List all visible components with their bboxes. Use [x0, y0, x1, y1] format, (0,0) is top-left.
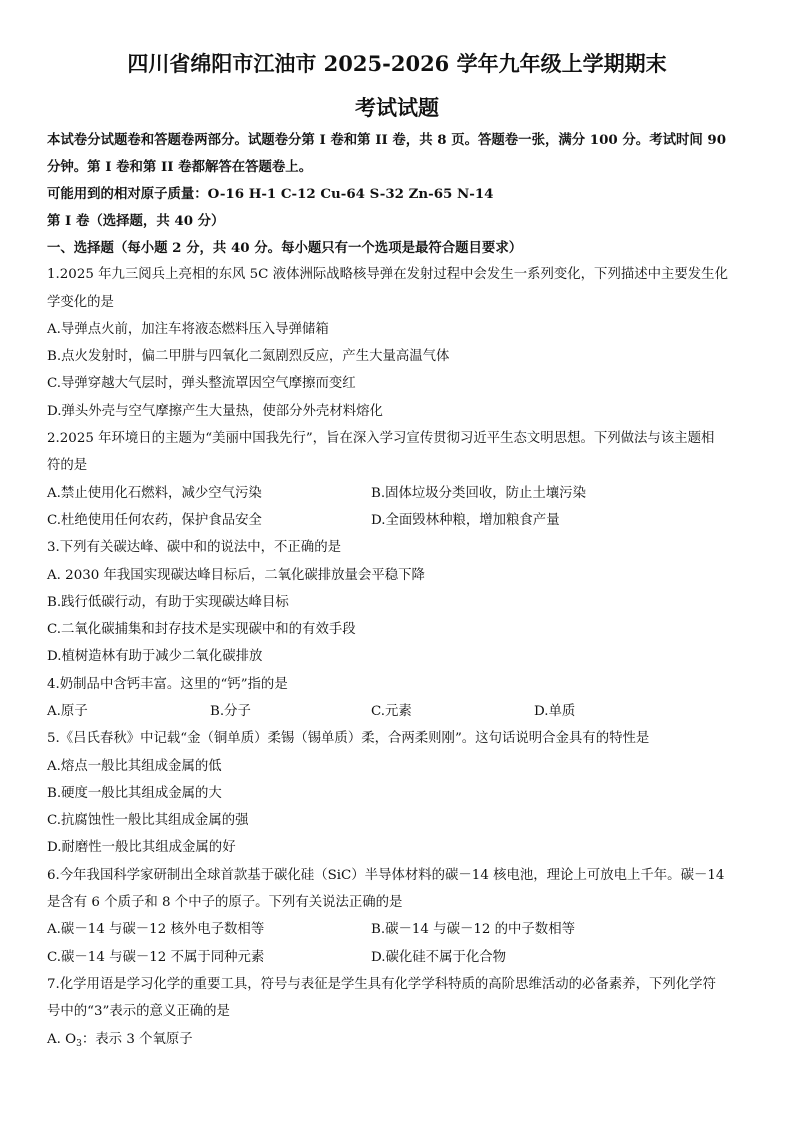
q5-option-d: D.耐磨性一般比其组成金属的好 [47, 840, 236, 855]
q1-stem-line2: 学变化的是 [47, 295, 114, 310]
q4-stem: 4.奶制品中含钙丰富。这里的“钙”指的是 [47, 677, 288, 692]
q5-option-a: A.熔点一般比其组成金属的低 [47, 759, 222, 774]
q6-option-b: B.碳－14 与碳－12 的中子数相等 [371, 922, 575, 937]
q1-stem-line1: 1.2025 年九三阅兵上亮相的东风 5C 液体洲际战略核导弹在发射过程中会发生一系列变化，下列描述中主要发生化 [47, 267, 728, 282]
q2-option-d: D.全面毁林种粮，增加粮食产量 [371, 513, 560, 528]
q4-option-c: C.元素 [371, 704, 412, 719]
intro-line1: 本试卷分试题卷和答题卷两部分。试题卷分第 I 卷和第 II 卷，共 8 页。答题卷一张，满分 100 分。考试时间 90 [47, 132, 727, 148]
exam-title-line1: 四川省绵阳市江油市 2025-2026 学年九年级上学期期末 [127, 51, 667, 76]
intro-line2: 分钟。第 I 卷和第 II 卷都解答在答题卷上。 [47, 159, 313, 175]
q2-stem-line2: 符的是 [47, 458, 88, 473]
atomic-mass-line: 可能用到的相对原子质量：O-16 H-1 C-12 Cu-64 S-32 Zn-65 N-14 [47, 186, 494, 202]
q4-option-a: A.原子 [47, 704, 88, 719]
q1-option-d: D.弹头外壳与空气摩擦产生大量热，使部分外壳材料熔化 [47, 404, 383, 419]
q2-option-a: A.禁止使用化石燃料，减少空气污染 [47, 486, 262, 501]
q2-option-c: C.杜绝使用任何农药，保护食品安全 [47, 513, 262, 528]
q5-option-b: B.硬度一般比其组成金属的大 [47, 786, 222, 801]
q6-option-d: D.碳化硅不属于化合物 [371, 950, 507, 965]
q6-option-c: C.碳－14 与碳－12 不属于同种元素 [47, 950, 265, 965]
q5-stem: 5.《吕氏春秋》中记载“金（铜单质）柔锡（锡单质）柔，合两柔则刚”。这句话说明合金具有的特性是 [47, 731, 650, 746]
q7-stem-line2: 号中的“3”表示的意义正确的是 [47, 1004, 230, 1019]
q7-option-a-text: ：表示 3 个氧原子 [81, 1032, 193, 1047]
q5-option-c: C.抗腐蚀性一般比其组成金属的强 [47, 813, 249, 828]
q3-option-c: C.二氧化碳捕集和封存技术是实现碳中和的有效手段 [47, 622, 356, 637]
exam-title-line2: 考试试题 [355, 95, 439, 120]
q6-stem-line2: 是含有 6 个质子和 8 个中子的原子。下列有关说法正确的是 [47, 895, 403, 910]
q2-stem-line1: 2.2025 年环境日的主题为“美丽中国我先行”，旨在深入学习宣传贯彻习近平生态文明思想。下列做法与该主题相 [47, 431, 715, 446]
q7-stem-line1: 7.化学用语是学习化学的重要工具，符号与表征是学生具有化学学科特质的高阶思维活动的必备素养，下列化学符 [47, 977, 716, 992]
q7-option-a-subscript: 3 [76, 1039, 82, 1049]
q3-stem: 3.下列有关碳达峰、碳中和的说法中，不正确的是 [47, 540, 341, 555]
q4-option-d: D.单质 [534, 704, 576, 719]
q2-option-b: B.固体垃圾分类回收，防止土壤污染 [371, 486, 586, 501]
q3-option-d: D.植树造林有助于减少二氧化碳排放 [47, 649, 263, 664]
section-one-heading: 一、选择题（每小题 2 分，共 40 分。每小题只有一个选项是最符合题目要求） [47, 240, 523, 256]
q3-option-a: A. 2030 年我国实现碳达峰目标后，二氧化碳排放量会平稳下降 [47, 568, 425, 583]
q7-option-a-prefix: A. O [47, 1032, 77, 1047]
q1-option-c: C.导弹穿越大气层时，弹头整流罩因空气摩擦而变红 [47, 376, 356, 391]
q4-option-b: B.分子 [210, 704, 251, 719]
q6-stem-line1: 6.今年我国科学家研制出全球首款基于碳化硅（SiC）半导体材料的碳－14 核电池，理论上可放电上千年。碳－14 [47, 868, 725, 883]
part-one-heading: 第 I 卷（选择题，共 40 分） [47, 213, 225, 229]
q6-option-a: A.碳－14 与碳－12 核外电子数相等 [47, 922, 265, 937]
q7-option-a [47, 1032, 193, 1052]
q1-option-b: B.点火发射时，偏二甲肼与四氧化二氮剧烈反应，产生大量高温气体 [47, 349, 450, 364]
q1-option-a: A.导弹点火前，加注车将液态燃料压入导弹储箱 [47, 322, 329, 337]
q3-option-b: B.践行低碳行动，有助于实现碳达峰目标 [47, 595, 289, 610]
